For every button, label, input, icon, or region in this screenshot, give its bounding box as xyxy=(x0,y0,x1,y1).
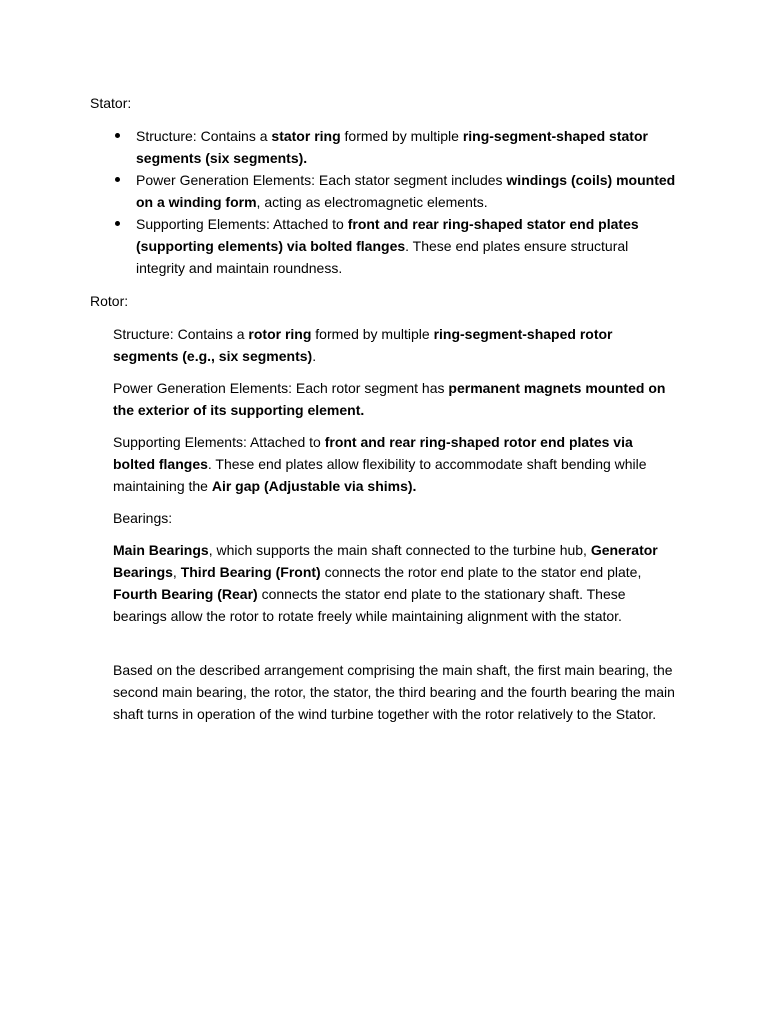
bold-run: Air gap (Adjustable via shims). xyxy=(211,478,417,494)
stator-heading: Stator: xyxy=(90,95,132,111)
text-run: formed by multiple xyxy=(340,128,463,144)
stator-bullet-list xyxy=(136,125,676,279)
stator-supporting-item xyxy=(136,213,676,279)
text-run: formed by multiple xyxy=(311,326,434,342)
text-run: connects the stator end plate to the stationary shaft. These bearings allow the rotor to rotate freely while maintaining alignment with the stator. xyxy=(113,586,626,624)
text-run: . xyxy=(312,348,317,364)
text-run: Structure: Contains a xyxy=(136,128,272,144)
text-run: . These end plates allow flexibility to accommodate shaft bending while maintaining the xyxy=(113,456,647,494)
rotor-structure-paragraph xyxy=(113,323,675,367)
bold-run: Fourth Bearing (Rear) xyxy=(113,586,258,602)
text-run: , which supports the main shaft connected to the turbine hub, xyxy=(208,542,591,558)
bearings-label: Bearings: xyxy=(113,510,173,526)
text-run: Supporting Elements: Attached to xyxy=(136,216,348,232)
stator-power-item xyxy=(136,169,676,213)
text-run: Power Generation Elements: Each stator segment includes xyxy=(136,172,507,188)
text-run: . These end plates ensure structural integrity and maintain roundness. xyxy=(136,238,629,276)
bold-run: front and rear ring-shaped rotor end plates via bolted flanges xyxy=(113,434,633,472)
text-run: connects the rotor end plate to the stator end plate, xyxy=(320,564,642,580)
bold-run: permanent magnets mounted on the exterior of its supporting element. xyxy=(113,380,666,418)
text-run: , xyxy=(172,564,181,580)
text-run: Supporting Elements: Attached to xyxy=(113,434,325,450)
bold-run: Main Bearings xyxy=(113,542,209,558)
text-run: , acting as electromagnetic elements. xyxy=(256,194,488,210)
rotor-supporting-paragraph xyxy=(113,431,675,497)
bold-run: Third Bearing (Front) xyxy=(180,564,321,580)
bold-run: windings (coils) mounted on a winding form xyxy=(136,172,676,210)
bearings-paragraph xyxy=(113,539,675,627)
bold-run: Generator Bearings xyxy=(113,542,658,580)
bold-run: rotor ring xyxy=(248,326,312,342)
rotor-heading: Rotor: xyxy=(90,293,129,309)
text-run: Structure: Contains a xyxy=(113,326,249,342)
bold-run: stator ring xyxy=(271,128,341,144)
rotor-power-paragraph xyxy=(113,377,675,421)
bold-run: front and rear ring-shaped stator end plates (supporting elements) via bolted flanges xyxy=(136,216,639,254)
bold-run: ring-segment-shaped rotor segments (e.g., six segments) xyxy=(113,326,613,364)
summary-paragraph: Based on the described arrangement comprising the main shaft, the first main bearing, the second main bearing, the rotor, the stator, the third bearing and the fourth bearing the main shaft turns in operation of the wind turbine together with the rotor relatively to the Stator. xyxy=(113,662,675,722)
text-run: Power Generation Elements: Each rotor segment has xyxy=(113,380,449,396)
bold-run: ring-segment-shaped stator segments (six segments). xyxy=(136,128,648,166)
stator-structure-item xyxy=(136,125,676,169)
